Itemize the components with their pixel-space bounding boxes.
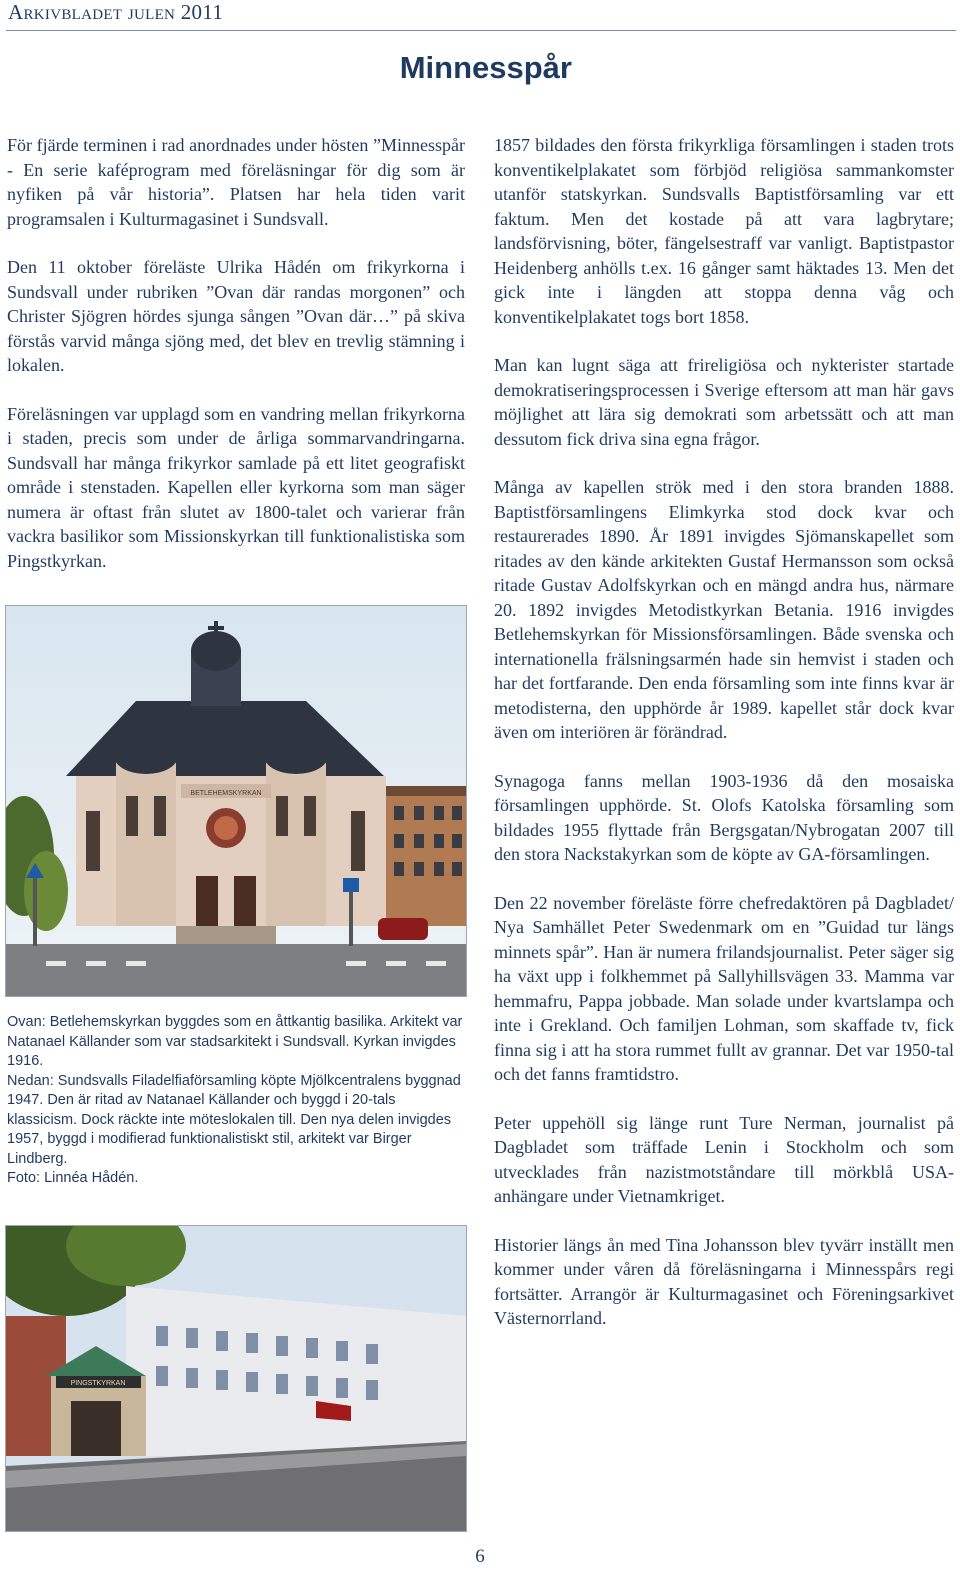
paragraph: Peter uppehöll sig länge runt Ture Nerman, journalist på Dagbladet som träffade Lenin i Stockholm och som utvecklades från nazistmotståndare till mörkblå USA-anhängare under Vietnamkriget.	[494, 1112, 954, 1206]
photo-caption	[7, 1013, 465, 1189]
left-column	[7, 133, 465, 597]
street-photo	[5, 1225, 467, 1532]
paragraph: För fjärde terminen i rad anordnades under hösten ”Minnesspår - En serie kaféprogram med föreläsningar för dig som är nyfiken på vår historia”. Platsen har hela tiden varit programsalen i Kulturmagasinet i Sundsvall.	[7, 135, 465, 229]
pingstkyrkan-illustration	[6, 1226, 466, 1531]
publication-title: Arkivbladet julen 2011	[8, 0, 224, 24]
page-number: 6	[475, 1546, 485, 1567]
caption-line: Nedan: Sundsvalls Filadelfiaförsamling köpte Mjölkcentralens byggnad 1947. Den är ritad av Natanael Källander och byggd i 20-tals klassicism. Dock räckte inte möteslokalen till. Den nya delen invigdes 1957, byggd i modifierad funktionalistiskt stil, arkitekt var Birger Lindberg.	[7, 1072, 461, 1167]
paragraph: Den 11 oktober föreläste Ulrika Hådén om frikyrkorna i Sundsvall under rubriken ”Ovan där randas morgonen” och Christer Sjögren hördes sjunga sången ”Ovan där…” på skiva förstås varvid många sjöng med, det blev en trevlig stämning i lokalen.	[7, 257, 465, 375]
paragraph: Föreläsningen var upplagd som en vandring mellan frikyrkorna i staden, precis som under de årliga sommarvandringarna. Sundsvall har många frikyrkor samlade på ett litet geografiskt område i stenstaden. Kapellen eller kyrkorna som man säger numera är oftast från slutet av 1800-talet och varierar från vackra basilikor som Missionskyrkan till funktionalistiska som Pingstkyrkan.	[7, 403, 465, 571]
street-sign-text: PINGSTKYRKAN	[70, 1380, 126, 1387]
masthead	[6, 0, 956, 31]
caption-line: Ovan: Betlehemskyrkan byggdes som en åttkantig basilika. Arkitekt var Natanael Källander som var stadsarkitekt i Sundsvall. Kyrkan invigdes 1916.	[7, 1014, 463, 1069]
caption-line: Foto: Linnéa Hådén.	[7, 1170, 139, 1186]
paragraph: 1857 bildades den första frikyrkliga församlingen i staden trots konventikelplakatet som förbjöd religiösa sammankomster utanför statskyrkan. Sundsvalls Baptistförsamling var ett faktum. Men det kostade på att vara lagbrytare; landsförvisning, böter, fängelsestraff var vanligt. Baptistpastor Heidenberg anhölls t.ex. 16 gånger samt häktades 13. Men det gick inte i längden att stoppa denna våg och konventikelplakatet togs bort 1858.	[494, 135, 954, 327]
right-column	[494, 133, 954, 1355]
article-title: Minnesspår	[399, 50, 572, 85]
paragraph: Många av kapellen strök med i den stora branden 1888. Baptistförsamlingens Elimkyrka stod dock kvar och restaurerades 1890. År 1891 invigdes Sjömanskapellet som ritades av den kände arkitekten Gustaf Hermansson som också ritade Gustav Adolfskyrkan och en mängd andra hus, närmare 20. 1892 invigdes Metodistkyrkan Betania. 1916 invigdes Betlehemskyrkan för Missionsförsamlingen. Både svenska och internationella frälsningsarmén hade sin hemvist i staden och har det fortfarande. Den enda församling som inte finns kvar är metodisterna, den upphörde år 1989. kapellet står dock kvar även om interiören är förändrad.	[494, 477, 954, 742]
church-facade-text: BETLEHEMSKYRKAN	[190, 790, 262, 797]
paragraph: Synagoga fanns mellan 1903-1936 då den mosaiska församlingen upphörde. St. Olofs Katolska församling som bildades 1955 flyttade från Bergsgatan/Nybrogatan 2007 till den stora Nackstakyrkan som de köpte av GA-församlingen.	[494, 770, 954, 864]
paragraph: Historier längs ån med Tina Johansson blev tyvärr inställt men kommer under våren då föreläsningarna i Minnesspårs regi fortsätter. Arrangör är Kulturmagasinet och Föreningsarkivet Västernorrland.	[494, 1234, 954, 1328]
church-photo	[5, 605, 467, 997]
paragraph: Man kan lugnt säga att frireligiösa och nykterister startade demokratiseringsprocessen i Sverige eftersom att man här gavs möjlighet att lära sig demokrati som arbetssätt och att man dessutom fick driva sina egna frågor.	[494, 355, 954, 449]
paragraph: Den 22 november föreläste förre chefredaktören på Dagbladet/ Nya Samhället Peter Swedenmark om en ”Guidad tur längs minnets spår”. Han är numera frilandsjournalist. Peter säger sig ha växt upp i folkhemmet på Sallyhillsvägen 33. Mamma var hemmafru, Pappa jobbade. Man solade under kvartslampa och inte i Grekland. Och familjen Lohman, som skaffade tv, fick finna sig i att ha stora rummet fullt av grannar. Det var 1950-tal och det fanns framtidstro.	[494, 892, 954, 1084]
betlehemskyrkan-illustration	[6, 606, 466, 996]
